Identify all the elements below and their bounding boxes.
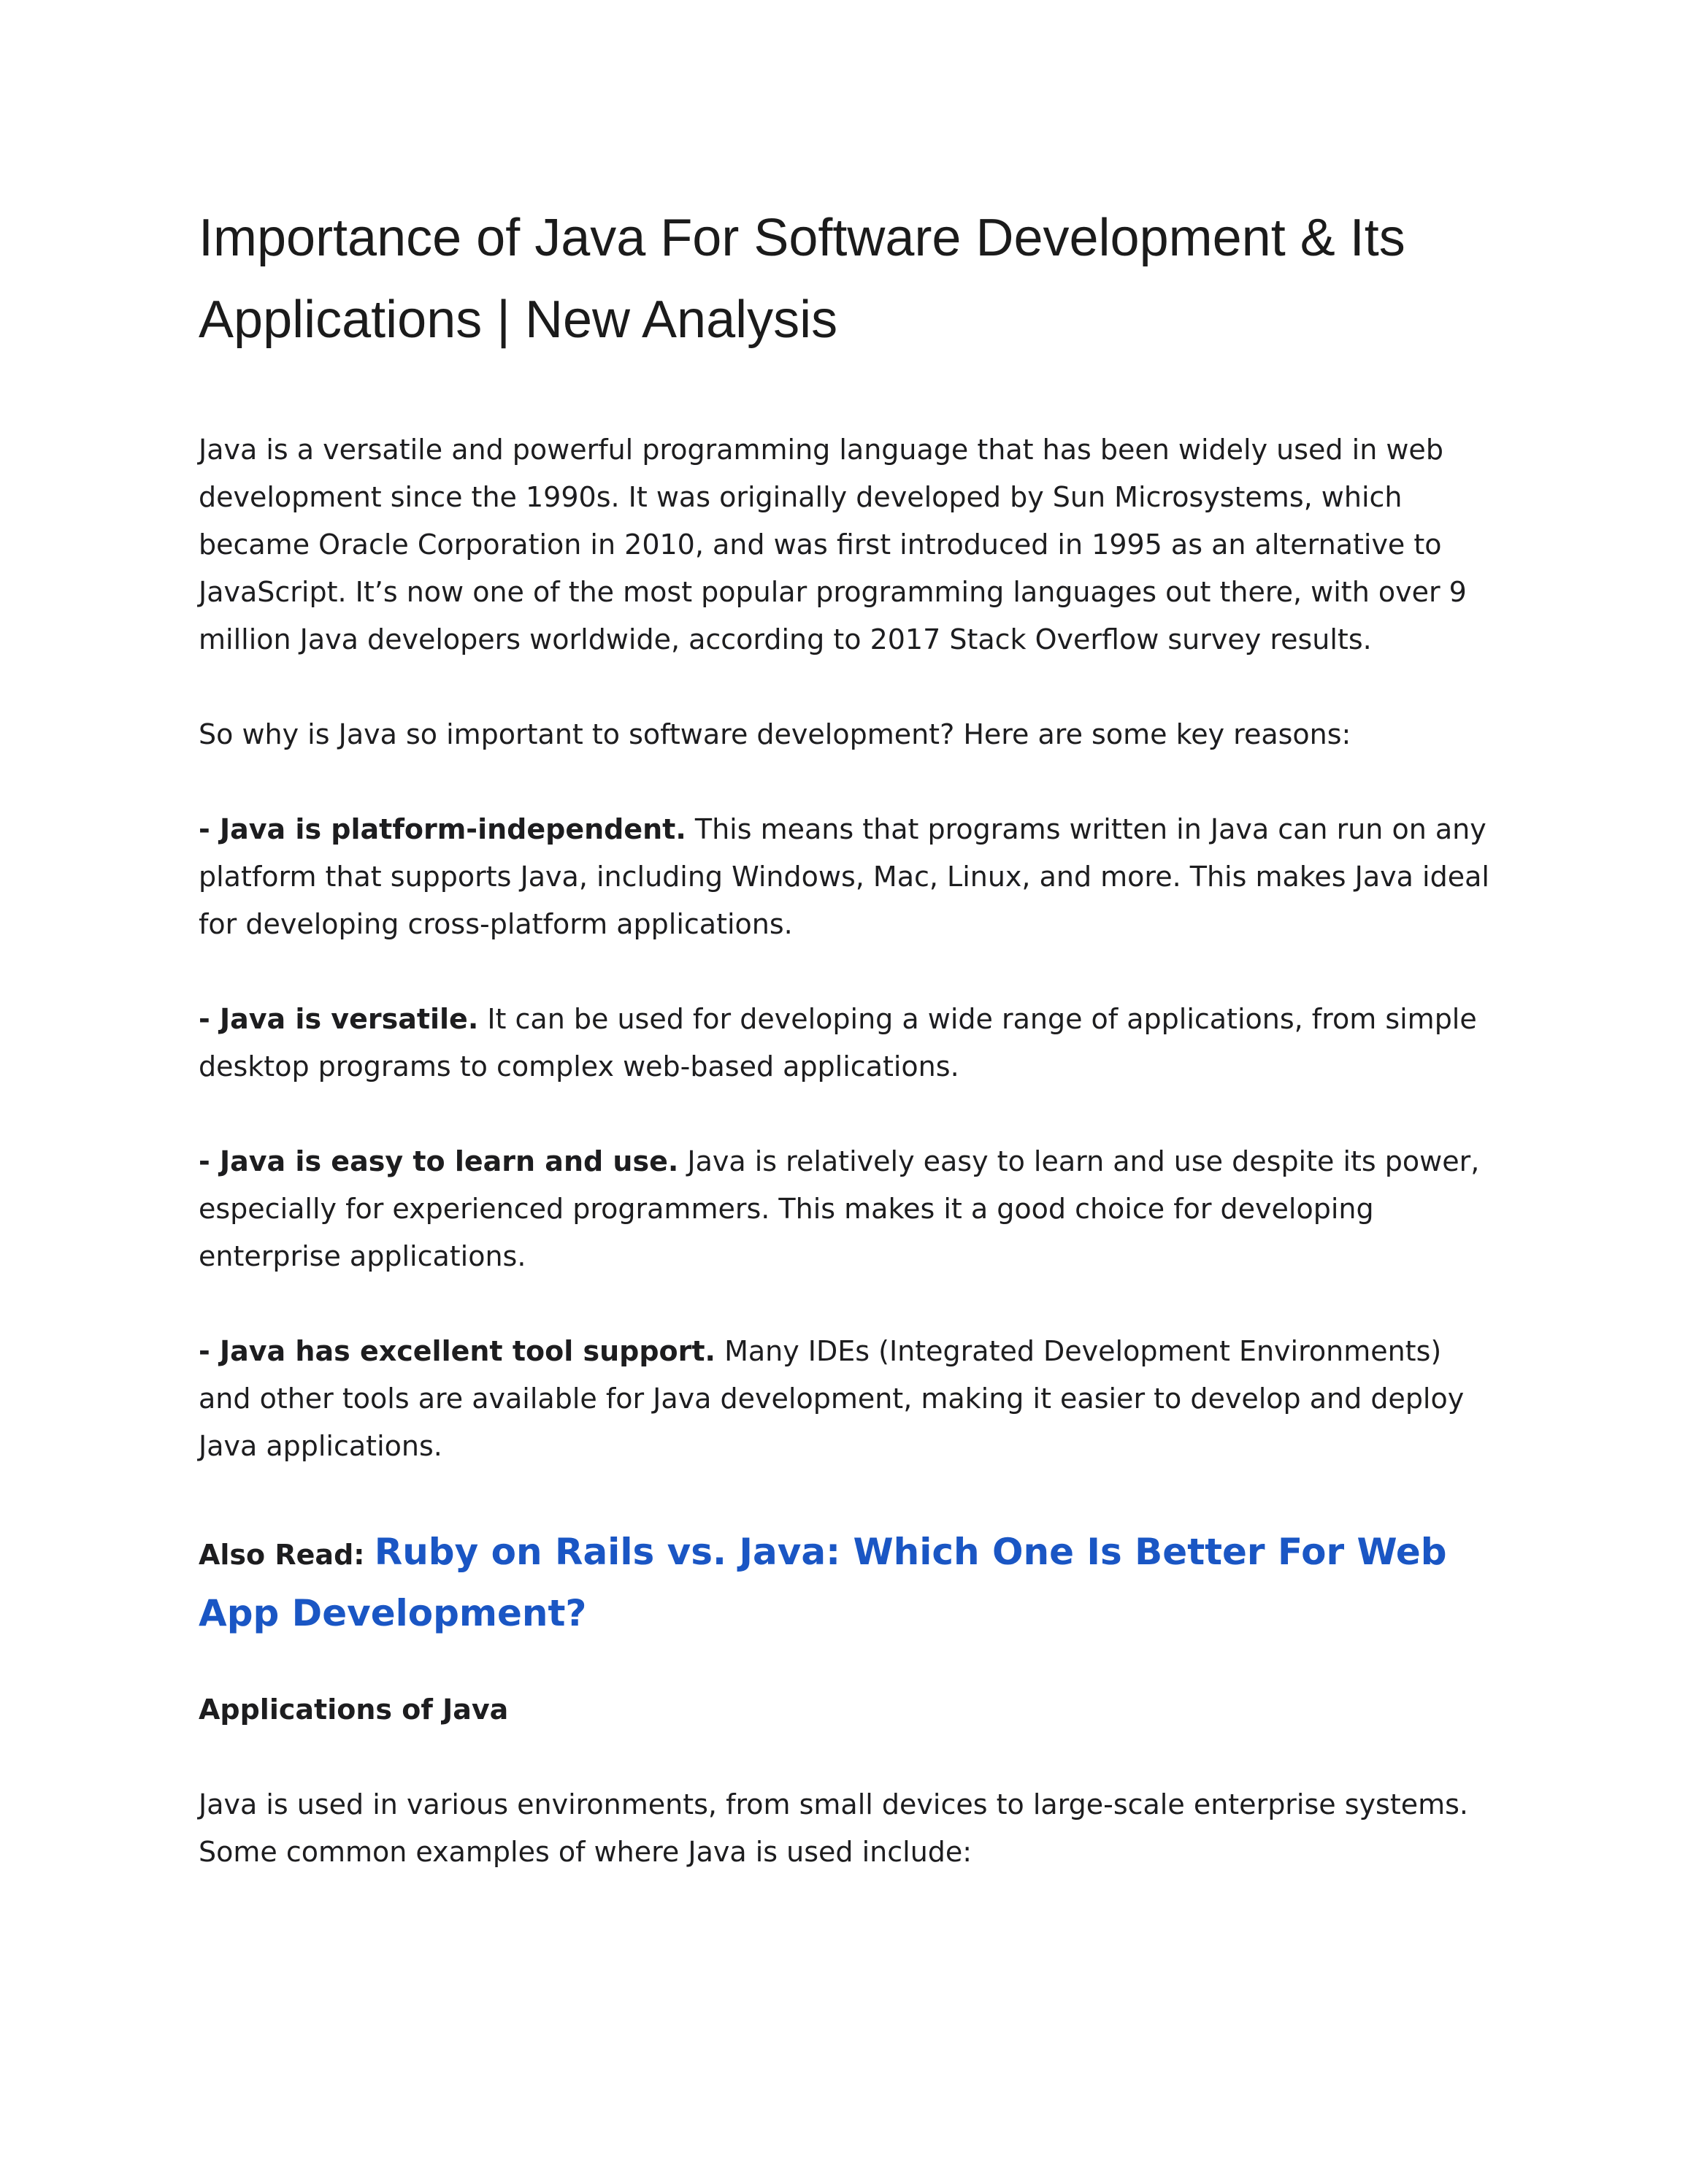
reason-versatile (199, 996, 1498, 1091)
reason-easy-to-learn (199, 1138, 1498, 1280)
reason-heading: - Java is easy to learn and use. (199, 1145, 679, 1177)
reason-text: Java is relatively easy to learn and use despite its power, especially for experienced programmers. This makes it a good choice for developing enterprise applications. (199, 1145, 1480, 1272)
applications-heading: Applications of Java (199, 1693, 509, 1726)
reason-heading: - Java has excellent tool support. (199, 1335, 716, 1367)
reason-platform-independent (199, 806, 1498, 948)
also-read (199, 1523, 1498, 1642)
intro-paragraph: Java is a versatile and powerful programming language that has been widely used in web development since the 1990s. It was originally developed by Sun Microsystems, which became Oracle Corporation in 2010, and was first introduced in 1995 as an alternative to JavaScript. It’s now one of the most popular programming languages out there, with over 9 million Java developers worldwide, according to 2017 Stack Overflow survey results. (199, 434, 1467, 655)
reason-text: It can be used for developing a wide range of applications, from simple desktop programs to complex web-based applications. (199, 1003, 1477, 1083)
reason-tool-support (199, 1328, 1498, 1470)
question-paragraph: So why is Java so important to software development? Here are some key reasons: (199, 718, 1351, 750)
reason-heading: - Java is versatile. (199, 1003, 479, 1035)
reason-heading: - Java is platform-independent. (199, 813, 686, 845)
also-read-link[interactable]: Ruby on Rails vs. Java: Which One Is Better For Web App Development? (199, 1531, 1447, 1634)
reason-text: This means that programs written in Java can run on any platform that supports Java, including Windows, Mac, Linux, and more. This makes Java ideal for developing cross-platform applications. (199, 813, 1489, 940)
applications-intro: Java is used in various environments, from small devices to large-scale enterprise systems. Some common examples of where Java is used include: (199, 1788, 1469, 1868)
also-read-label: Also Read: (199, 1539, 375, 1571)
article-title: Importance of Java For Software Development & Its Applications | New Analysis (199, 209, 1405, 349)
document-page (199, 197, 1498, 1876)
reason-text: Many IDEs (Integrated Development Environments) and other tools are available for Java development, making it easier to develop and deploy Java applications. (199, 1335, 1465, 1462)
